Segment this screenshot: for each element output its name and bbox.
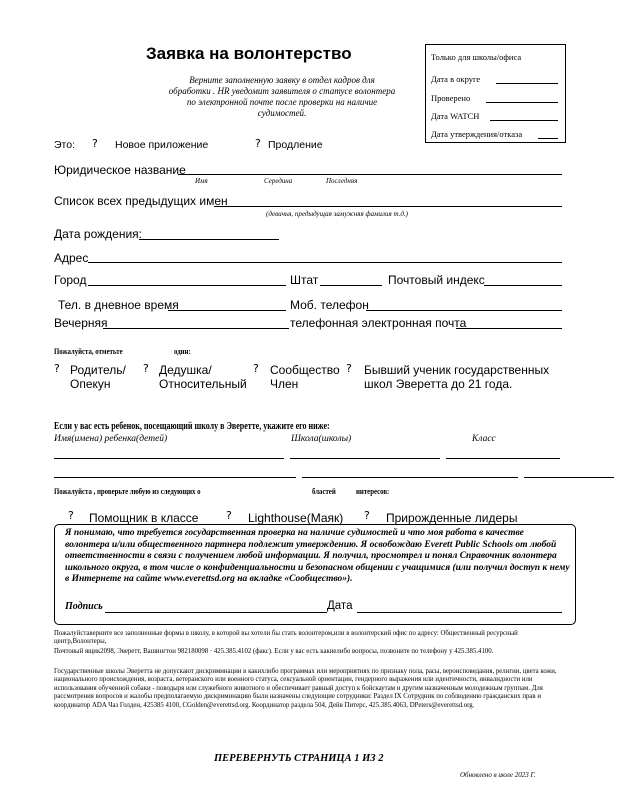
signature-field[interactable]: [105, 612, 327, 613]
lighthouse-option: Lighthouse(Маяк): [248, 511, 344, 525]
classroom-helper-checkbox[interactable]: ?: [68, 509, 74, 522]
day-phone-field[interactable]: [168, 310, 286, 311]
community-member-option: Сообщество Член: [270, 363, 340, 391]
previous-names-label: Список всех предыдущих имен: [54, 194, 228, 208]
address-field[interactable]: [88, 262, 562, 263]
office-row-approval-date: Дата утверждения/отказа: [431, 129, 523, 139]
classroom-helper-option: Помощник в классе: [89, 511, 199, 525]
middle-name-caption: Середина: [264, 177, 293, 185]
day-phone-label: Тел. в дневное время: [58, 298, 179, 312]
previous-names-note: (девичья, предыдущая замужняя фамилия т.д.): [266, 210, 408, 218]
state-label: Штат: [290, 273, 319, 287]
updated-date: Обновлено в июле 2023 Г.: [460, 771, 536, 779]
child-row-1-school[interactable]: [290, 458, 440, 459]
former-student-checkbox[interactable]: ?: [346, 362, 352, 375]
child-row-2-class[interactable]: [524, 477, 614, 478]
grandparent-option: Дедушка/ Относительный: [159, 363, 247, 391]
new-application-label: Новое приложение: [115, 139, 209, 151]
consent-statement-box: [54, 524, 576, 625]
state-field[interactable]: [320, 285, 382, 286]
office-watch-date-line[interactable]: [490, 120, 558, 121]
intro-text: Верните заполненную заявку в отдел кадров для обработки . HR уведомит заявителя о статусе волонтера по электронной почте после проверки на наличие судимостей.: [168, 75, 396, 118]
first-name-caption: Имя: [195, 177, 208, 185]
submission-instructions: Пожалуйставерните все заполненные формы в школу, в которой вы хотели бы стать волонтером,или в волонтерский офис по адресу: Общественный ресурсный центр,Волонтеры,: [54, 630, 518, 646]
city-label: Город: [54, 273, 87, 287]
email-field[interactable]: [456, 328, 562, 329]
former-student-option: Бывший ученик государственных школ Эверетта до 21 года.: [364, 363, 550, 391]
consent-statement-text: Я понимаю, что требуется государственная проверка на наличие судимостей и что моя работа в качестве волонтера и/или общественного партнера подлежит утверждению. Я освобождаю Everett Public Schools от любой ответственности в связи с получением любой информации. Я получил, просмотрел и понял Справочник волонтера школьного округа, в том числе о конфиденциальности и безопасном общении с учащимися (или получил доступ к нему в Интернете на сайте www.everettsd.org на вкладке «Сообщество»).: [65, 528, 570, 584]
child-row-2-school[interactable]: [302, 477, 518, 478]
page-indicator: ПЕРЕВЕРНУТЬ СТРАНИЦА 1 ИЗ 2: [214, 753, 384, 764]
child-row-2-name[interactable]: [54, 477, 296, 478]
grandparent-checkbox[interactable]: ?: [143, 362, 149, 375]
office-approval-date-line[interactable]: [538, 138, 558, 139]
zip-field[interactable]: [484, 285, 562, 286]
child-row-1-class[interactable]: [446, 458, 560, 459]
mobile-phone-field[interactable]: [366, 310, 562, 311]
interests-heading-1: Пожалуйста , проверьте любую из следующих о: [54, 486, 201, 496]
parent-checkbox[interactable]: ?: [54, 362, 60, 375]
office-checked-line[interactable]: [486, 102, 558, 103]
community-member-checkbox[interactable]: ?: [253, 362, 259, 375]
interests-heading-2: бластей: [312, 486, 336, 496]
child-row-1-name[interactable]: [54, 458, 284, 459]
dob-label: Дата рождения:: [54, 227, 142, 241]
zip-label: Почтовый индекс: [388, 273, 485, 287]
previous-names-field[interactable]: [214, 206, 562, 207]
office-row-district-date: Дата в округе: [431, 74, 481, 84]
office-box-title: Только для школы/офиса: [431, 52, 522, 62]
child-name-column: Имя(имена) ребенка(детей): [54, 434, 168, 444]
office-row-checked: Проверено: [431, 93, 471, 103]
signature-date-field[interactable]: [357, 612, 562, 613]
children-heading: Если у вас есть ребенок, посещающий школу в Эверетте, укажите его ниже:: [54, 421, 330, 432]
address-label: Адрес: [54, 251, 89, 265]
signature-label: Подпись: [65, 601, 103, 612]
nondiscrimination-notice: Государственные школы Эверетта не допускают дискриминации в какихлибо программах или мероприятиях по признаку пола, расы, вероисповедания, религии, цвета кожи, национального происхождения, возраста, ветеранского или военного статуса, сексуальной ориентации, гендерного выражения или идентичности, инвалидности или использования обученной собаки - поводыря или служебного животного и обеспечивает равный доступ к бойскаутам и другим назначенным молодежным группам. Для рассмотрения вопросов и жалобы предполагаемую дискриминацию были назначены следующие сотрудники: Раздел IX Сотрудник по соблюдению гражданских прав и координатор ADA Чаз Голден, 425385 4100, CGolden@everettsd.org. Координатор раздела 504, Дейв Питерс, 425.385.4063, DPeters@everettsd.org.: [54, 668, 557, 709]
interests-heading-3: интересов:: [356, 486, 390, 496]
evening-phone-field[interactable]: [103, 328, 289, 329]
signature-date-label: Дата: [327, 600, 353, 612]
natural-leaders-option: Прирожденные лидеры: [386, 511, 518, 525]
child-school-column: Школа(школы): [291, 434, 352, 444]
legal-name-label: Юридическое название: [54, 163, 186, 177]
office-district-date-line[interactable]: [496, 83, 558, 84]
type-label: Это:: [54, 139, 75, 151]
lighthouse-checkbox[interactable]: ?: [226, 509, 232, 522]
city-field[interactable]: [88, 285, 286, 286]
natural-leaders-checkbox[interactable]: ?: [364, 509, 370, 522]
office-use-box: [425, 44, 566, 143]
mobile-phone-label: Моб. телефон: [290, 298, 369, 312]
evening-phone-label: Вечерняя: [54, 316, 108, 330]
parent-option: Родитель/ Опекун: [70, 363, 126, 391]
office-row-watch-date: Дата WATCH: [431, 111, 480, 121]
last-name-caption: Последняя: [326, 177, 358, 185]
renewal-label: Продление: [268, 139, 323, 151]
relation-heading-one: один:: [174, 346, 191, 356]
relation-heading: Пожалуйста, отметьте: [54, 346, 123, 356]
mailing-info: Почтовый ящик2098, Эверетт, Вашингтон 982180098 · 425.385.4102 (факс). Если у вас есть какиелибо вопросы, позвоните по телефону у 425.385.4100.: [54, 648, 494, 655]
dob-field[interactable]: [139, 239, 279, 240]
legal-name-field[interactable]: [178, 174, 562, 175]
page-title: Заявка на волонтерство: [146, 44, 352, 63]
child-class-column: Класс: [472, 434, 496, 444]
email-label: телефонная электронная почта: [290, 316, 467, 330]
renewal-checkbox[interactable]: ?: [255, 137, 261, 150]
new-application-checkbox[interactable]: ?: [92, 137, 98, 150]
